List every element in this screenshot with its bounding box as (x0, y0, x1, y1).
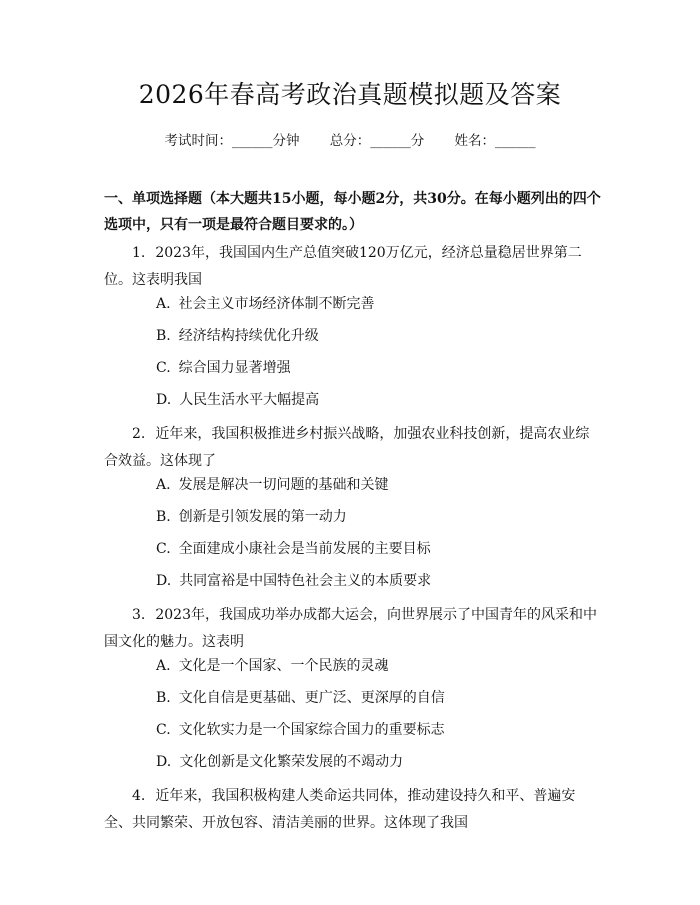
option-1c (156, 358, 291, 378)
question-3 (104, 602, 601, 656)
question-number: 3. (132, 607, 146, 623)
option-2a (156, 475, 389, 495)
student-name-field: 姓名：______ (454, 133, 536, 149)
option-letter: D. (156, 573, 172, 589)
option-letter: A. (156, 296, 171, 312)
option-letter: B. (156, 690, 171, 706)
option-1a (156, 294, 375, 314)
question-number: 4. (132, 788, 146, 804)
question-1 (104, 240, 601, 294)
option-text: 经济结构持续优化升级 (178, 328, 319, 344)
total-score-field: 总分：______分 (329, 133, 425, 149)
option-letter: C. (156, 541, 171, 557)
option-letter: D. (156, 392, 172, 408)
option-letter: B. (156, 328, 171, 344)
option-text: 文化自信是更基础、更广泛、更深厚的自信 (178, 690, 445, 706)
option-3b (156, 688, 445, 708)
option-text: 文化是一个国家、一个民族的灵魂 (178, 658, 389, 674)
question-4 (104, 783, 601, 837)
option-letter: A. (156, 658, 171, 674)
question-number: 1. (132, 245, 146, 261)
option-text: 共同富裕是中国特色社会主义的本质要求 (179, 573, 432, 589)
question-text: 2023年，我国成功举办成都大运会，向世界展示了中国青年的风采和中国文化的魅力。这表明 (104, 607, 597, 650)
option-2b (156, 507, 347, 527)
option-text: 社会主义市场经济体制不断完善 (178, 296, 375, 312)
question-2 (104, 421, 601, 475)
option-3c (156, 720, 445, 740)
option-text: 发展是解决一切问题的基础和关键 (178, 477, 389, 493)
option-3a (156, 656, 389, 676)
exam-info-line (0, 131, 700, 151)
option-1b (156, 326, 319, 346)
option-letter: C. (156, 722, 171, 738)
question-number: 2. (132, 426, 146, 442)
option-2d (156, 571, 431, 591)
option-letter: C. (156, 360, 171, 376)
option-text: 全面建成小康社会是当前发展的主要目标 (178, 541, 431, 557)
question-text: 近年来，我国积极构建人类命运共同体，推动建设持久和平、普遍安全、共同繁荣、开放包容、清洁美丽的世界。这体现了我国 (104, 788, 576, 831)
option-text: 文化软实力是一个国家综合国力的重要标志 (178, 722, 445, 738)
option-text: 人民生活水平大幅提高 (179, 392, 320, 408)
option-3d (156, 752, 403, 772)
option-text: 综合国力显著增强 (178, 360, 291, 376)
section-heading: 一、单项选择题（本大题共15小题，每小题2分，共30分。在每小题列出的四个选项中，只有一项是最符合题目要求的。） (104, 191, 601, 233)
option-letter: D. (156, 754, 172, 770)
option-1d (156, 390, 319, 410)
question-text: 近年来，我国积极推进乡村振兴战略，加强农业科技创新，提高农业综合效益。这体现了 (104, 426, 590, 469)
option-text: 文化创新是文化繁荣发展的不竭动力 (179, 754, 404, 770)
option-letter: B. (156, 509, 171, 525)
exam-time-field: 考试时间：______分钟 (164, 133, 300, 149)
question-text: 2023年，我国国内生产总值突破120万亿元，经济总量稳居世界第二位。这表明我国 (104, 245, 582, 288)
option-letter: A. (156, 477, 171, 493)
option-text: 创新是引领发展的第一动力 (178, 509, 347, 525)
option-2c (156, 539, 431, 559)
document-title: 2026年春高考政治真题模拟题及答案 (138, 80, 562, 109)
